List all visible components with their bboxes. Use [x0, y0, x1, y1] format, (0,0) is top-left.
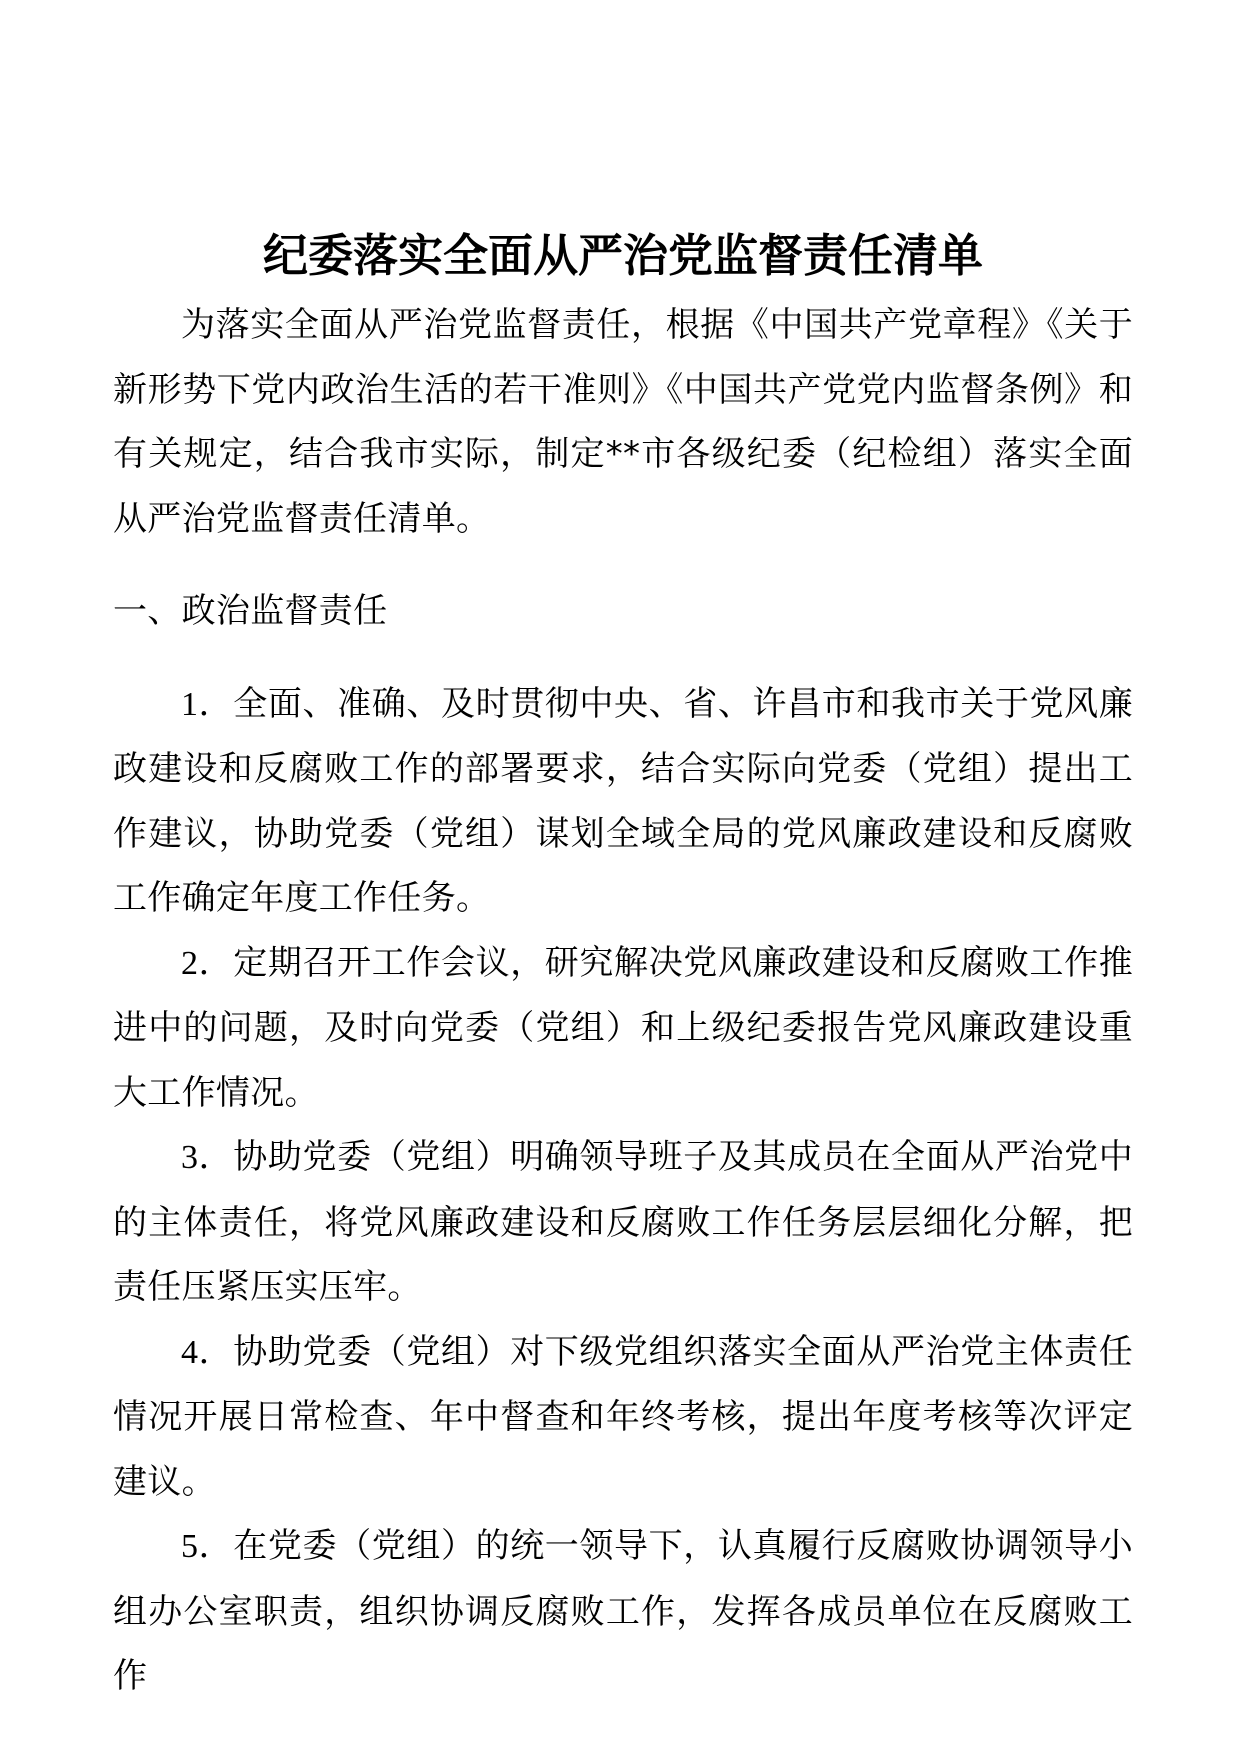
item-number: 2． — [181, 944, 234, 982]
item-number: 3． — [181, 1139, 234, 1176]
paragraph-gap — [113, 551, 1133, 579]
item-number: 1． — [181, 685, 234, 723]
list-item — [113, 1320, 1133, 1515]
document-body — [113, 293, 1133, 1709]
list-item — [113, 931, 1133, 1126]
document-title: 纪委落实全面从严治党监督责任清单 — [262, 229, 983, 283]
list-item — [113, 672, 1133, 931]
item-text: 定期召开工作会议，研究解决党风廉政建设和反腐败工作推进中的问题，及时向党委（党组）和上级纪委报告党风廉政建设重大工作情况。 — [113, 942, 1133, 1113]
item-text: 在党委（党组）的统一领导下，认真履行反腐败协调领导小组办公室职责，组织协调反腐败工作，发挥各成员单位在反腐败工作 — [113, 1526, 1133, 1696]
item-text: 协助党委（党组）明确领导班子及其成员在全面从严治党中的主体责任，将党风廉政建设和反腐败工作任务层层细化分解，把责任压紧压实压牢。 — [113, 1137, 1133, 1307]
list-item — [113, 1514, 1133, 1709]
intro-paragraph: 为落实全面从严治党监督责任，根据《中国共产党章程》《关于新形势下党内政治生活的若干准则》《中国共产党党内监督条例》和有关规定，结合我市实际，制定**市各级纪委（纪检组）落实全面从严治党监督责任清单。 — [113, 305, 1133, 539]
section-heading-political-supervision: 一、政治监督责任 — [113, 591, 388, 631]
paragraph-gap — [113, 644, 1133, 672]
item-text: 协助党委（党组）对下级党组织落实全面从严治党主体责任情况开展日常检查、年中督查和年终考核，提出年度考核等次评定建议。 — [113, 1331, 1133, 1502]
list-item — [113, 1125, 1133, 1320]
item-text: 全面、准确、及时贯彻中央、省、许昌市和我市关于党风廉政建设和反腐败工作的部署要求，结合实际向党委（党组）提出工作建议，协助党委（党组）谋划全域全局的党风廉政建设和反腐败工作确定年度工作任务。 — [113, 683, 1133, 918]
item-number: 5． — [181, 1528, 234, 1565]
item-number: 4． — [181, 1333, 234, 1371]
